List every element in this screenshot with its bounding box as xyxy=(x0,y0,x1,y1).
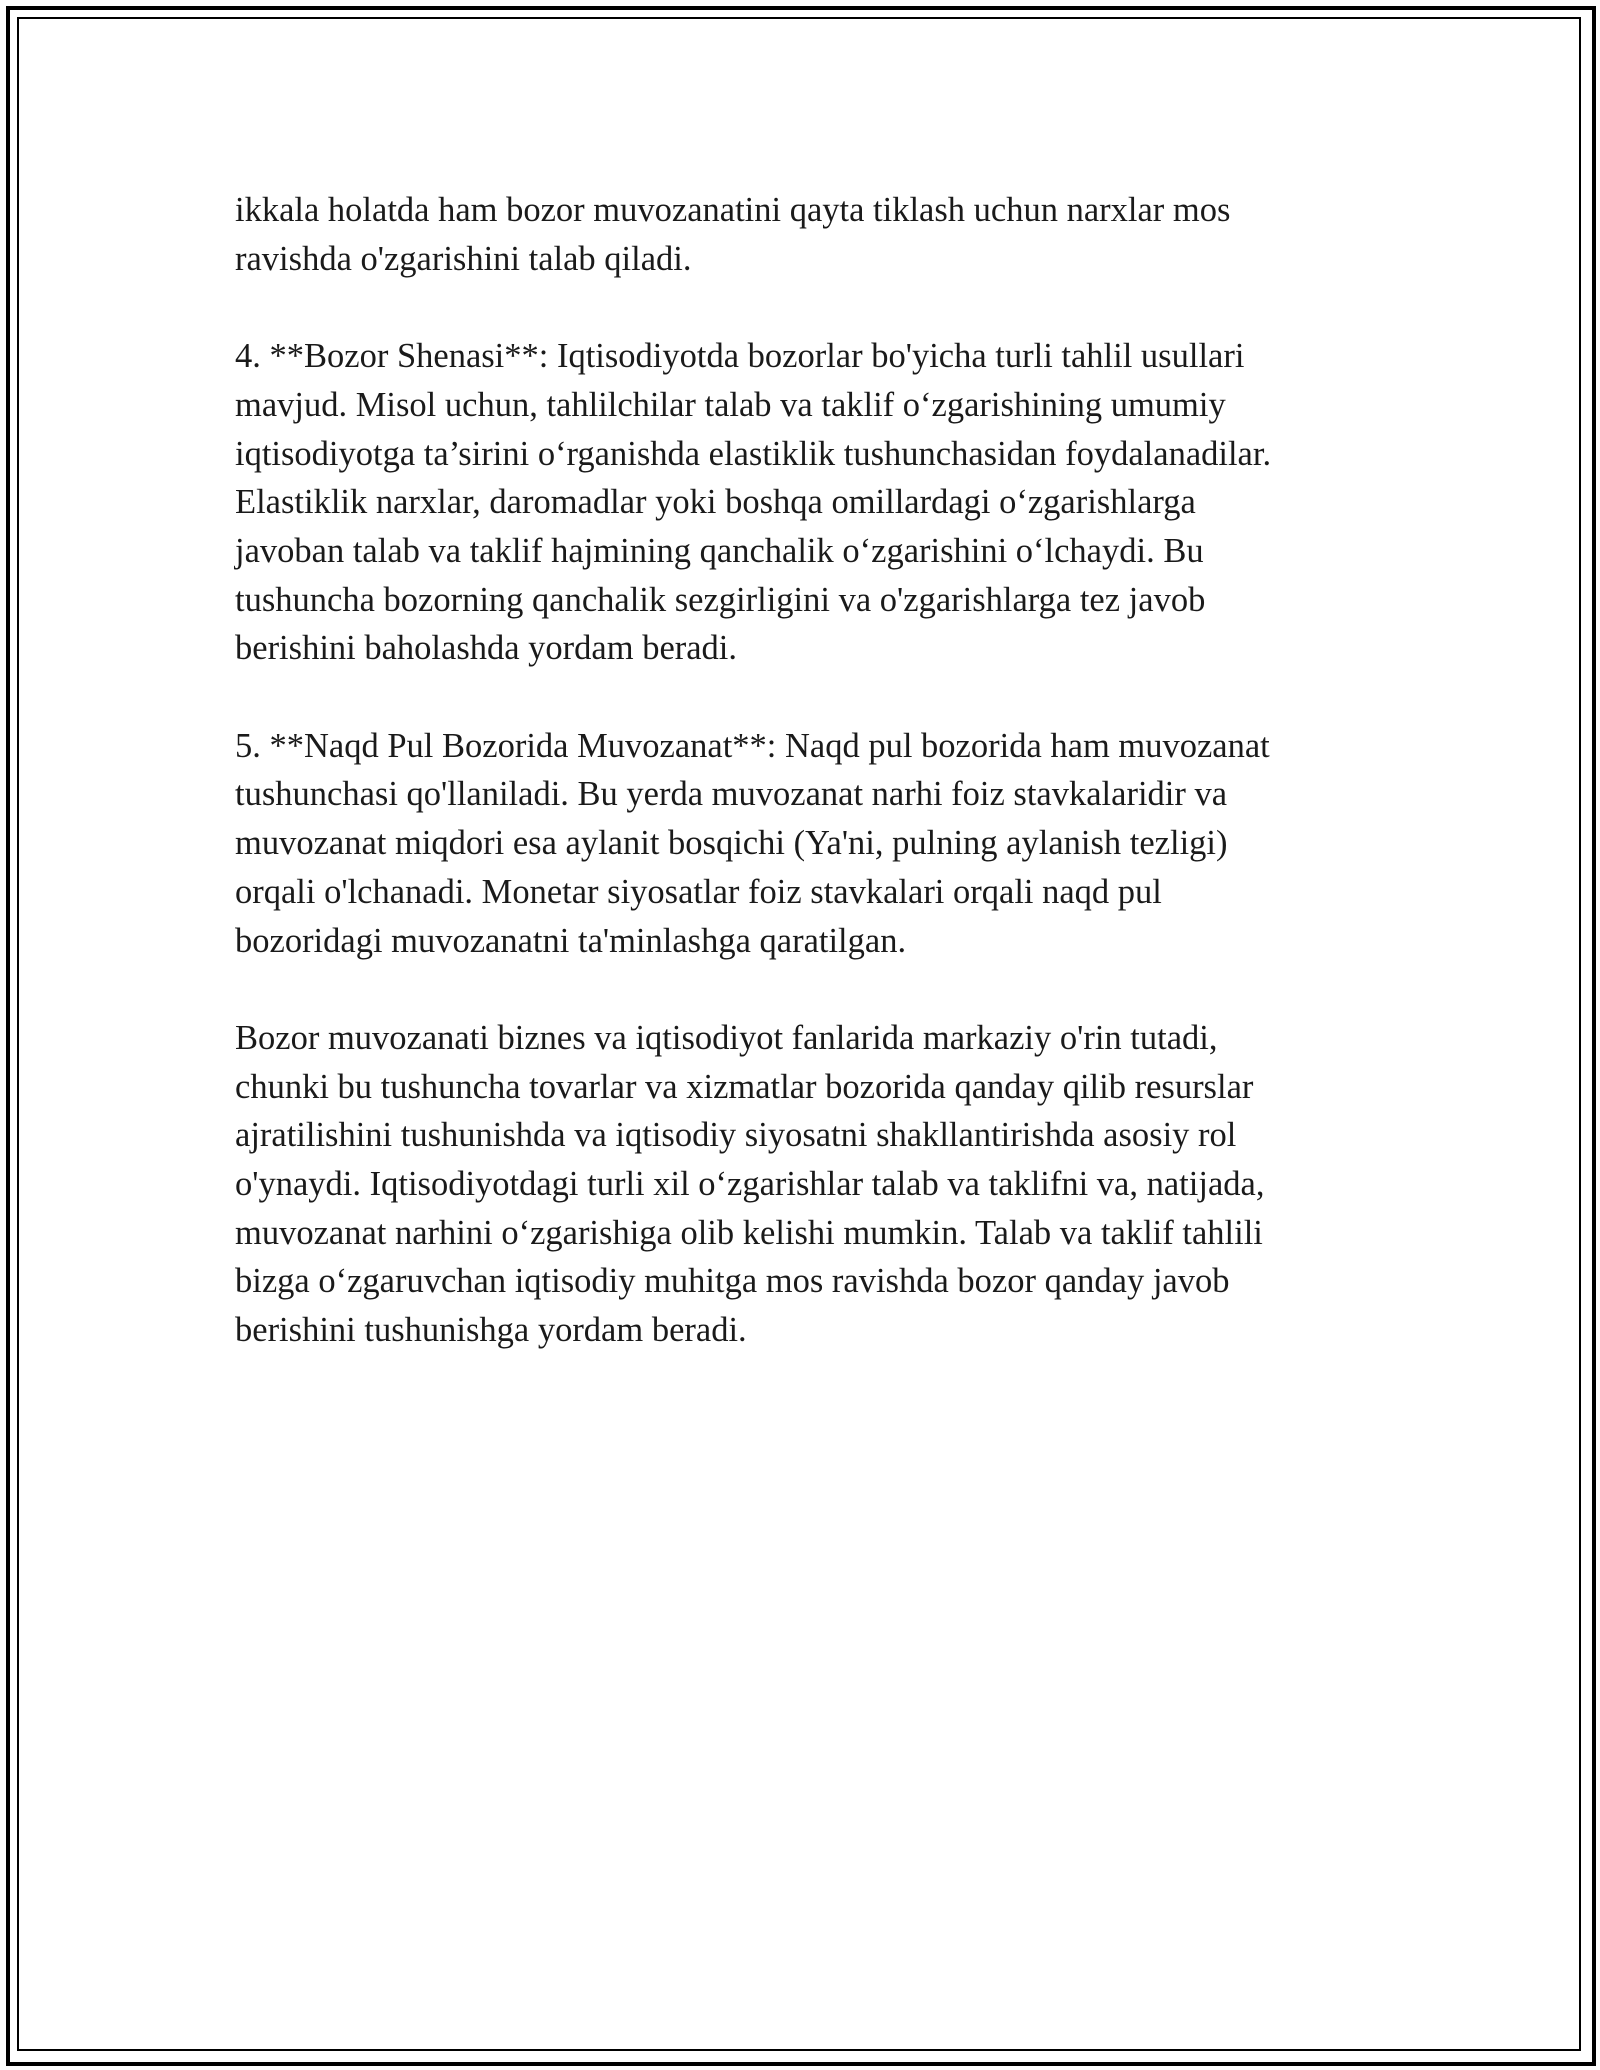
paragraph-naqd-pul-bozori: 5. **Naqd Pul Bozorida Muvozanat**: Naqd pul bozorida ham muvozanat tushunchasi qo'llaniladi. Bu yerda muvozanat narhi foiz stavkalaridir va muvozanat miqdori esa aylanit bosqichi (Ya'ni, pulning aylanish tezligi) orqali o'lchanadi. Monetar siyosatlar foiz stavkalari orqali naqd pul bozoridagi muvozanatni ta'minlashga qaratilgan. xyxy=(235,726,1270,960)
paragraph-conclusion: Bozor muvozanati biznes va iqtisodiyot fanlarida markaziy o'rin tutadi, chunki bu tushuncha tovarlar va xizmatlar bozorida qanday qilib resurslar ajratilishini tushunishda va iqtisodiy siyosatni shakllantirishda asosiy rol o'ynaydi. Iqtisodiyotdagi turli xil o‘zgarishlar talab va taklifni va, natijada, muvozanat narhini o‘zgarishiga olib kelishi mumkin. Talab va taklif tahlili bizga o‘zgaruvchan iqtisodiy muhitga mos ravishda bozor qanday javob berishini tushunishga yordam beradi. xyxy=(235,1018,1265,1350)
paragraph-continuation: ikkala holatda ham bozor muvozanatini qayta tiklash uchun narxlar mos ravishda o'zgarishini talab qiladi. xyxy=(235,191,1231,278)
paragraph-bozor-shenasi: 4. **Bozor Shenasi**: Iqtisodiyotda bozorlar bo'yicha turli tahlil usullari mavjud. Misol uchun, tahlilchilar talab va taklif o‘zgarishining umumiy iqtisodiyotga ta’sirini o‘rganishda elastiklik tushunchasidan foydalanadilar. Elastiklik narxlar, daromadlar yoki boshqa omillardagi o‘zgarishlarga javoban talab va taklif hajmining qanchalik o‘zgarishini o‘lchaydi. Bu tushuncha bozorning qanchalik sezgirligini va o'zgarishlarga tez javob berishini baholashda yordam beradi. xyxy=(235,337,1272,668)
document-body xyxy=(235,186,1365,1404)
